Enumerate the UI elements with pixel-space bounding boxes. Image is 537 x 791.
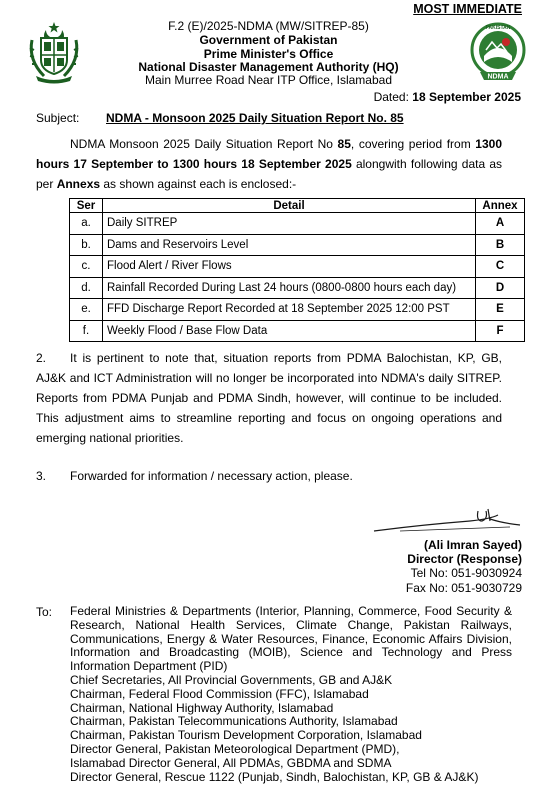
signatory-title: Director (Response) [407,552,522,567]
signatory-name: (Ali Imran Sayed) [423,538,522,552]
table-row: a. Daily SITREP A [70,213,525,235]
col-header-annex: Annex [476,199,525,213]
header-office: Prime Minister's Office [203,47,334,61]
table-row: f. Weekly Flood / Base Flow Data F [70,320,525,342]
header-authority: National Disaster Management Authority (HQ) [138,60,399,74]
recipient-list [70,605,512,784]
list-item: Chairman, National Highway Authority, Islamabad [70,700,334,715]
paragraph-2-text: It is pertinent to note that, situation reports from PDMA Balochistan, KP, GB, AJ&K and ICT Administration will no longer be incorporated into NDMA's daily SITREP. Reports from PDMA Punjab and PDMA Sindh, however, will continue to be included. This adjustment aims to streamline reporting and focus on ongoing operations and emerging national priorities. [36,351,502,445]
ndma-logo-bottom-text: NDMA [487,73,509,81]
ndma-logo-top-text: PAKISTAN [485,25,511,31]
urgency-label: MOST IMMEDIATE [413,2,522,16]
list-item: Chief Secretaries, All Provincial Governments, GB and AJ&K [70,672,393,687]
col-header-detail: Detail [103,199,476,213]
signature-block [406,538,522,595]
table-row: e. FFD Discharge Report Recorded at 18 September 2025 12:00 PST E [70,299,525,321]
list-item: Chairman, Pakistan Tourism Development Corporation, Islamabad [70,728,422,743]
table-row: b. Dams and Reservoirs Level B [70,234,525,256]
paragraph-1: NDMA Monsoon 2025 Daily Situation Report No 85, covering period from 1300 hours 17 September to 1300 hours 18 September 2025 alongwith following data as per Annexs as shown against each is enclosed:- [36,137,503,191]
signatory-tel: Tel No: 051-9030924 [410,566,522,581]
paragraph-2-number: 2. [36,351,47,365]
list-item: Islamabad Director General, All PDMAs, GBDMA and SDMA [70,755,392,770]
signatory-fax: Fax No: 051-9030729 [405,580,522,595]
subject-label: Subject: [36,111,80,125]
document-reference: F.2 (E)/2025-NDMA (MW/SITREP-85) [168,19,369,33]
header-address: Main Murree Road Near ITP Office, Islamabad [145,73,392,87]
list-item: Chairman, Federal Flood Commission (FFC), Islamabad [70,686,369,701]
col-header-ser: Ser [70,199,103,213]
list-item: Federal Ministries & Departments (Interior, Planning, Commerce, Food Security & Research, National Health Services, Climate Change, Pakistan Railways, Communications, Energy & Water Resources, Finance, Economic Affairs Division, Information and Broadcasting (MOIB), Science and Technology and Press Information Department (PID) [70,604,512,674]
paragraph-2 [36,348,502,448]
list-item: Chairman, Pakistan Telecommunications Authority, Islamabad [70,714,398,729]
table-header-row [70,199,525,213]
subject-text: NDMA - Monsoon 2025 Daily Situation Report No. 85 [106,111,404,125]
handwritten-signature [370,505,525,535]
list-item: Director General, Rescue 1122 (Punjab, Sindh, Balochistan, KP, GB & AJ&K) [70,769,479,784]
document-date [374,90,521,104]
to-label: To: [36,605,53,619]
date-value: 18 September 2025 [412,90,521,104]
paragraph-3-number: 3. [36,469,47,483]
paragraph-3-text: Forwarded for information / necessary action, please. [70,469,353,483]
list-item: Director General, Pakistan Meteorological Department (PMD), [70,741,400,756]
annex-table [69,198,525,342]
header-government: Government of Pakistan [199,33,338,47]
date-label: Dated: [373,90,409,104]
table-row: d. Rainfall Recorded During Last 24 hours (0800-0800 hours each day) D [70,277,525,299]
paragraph-3 [36,469,353,483]
table-row: c. Flood Alert / River Flows C [70,256,525,278]
